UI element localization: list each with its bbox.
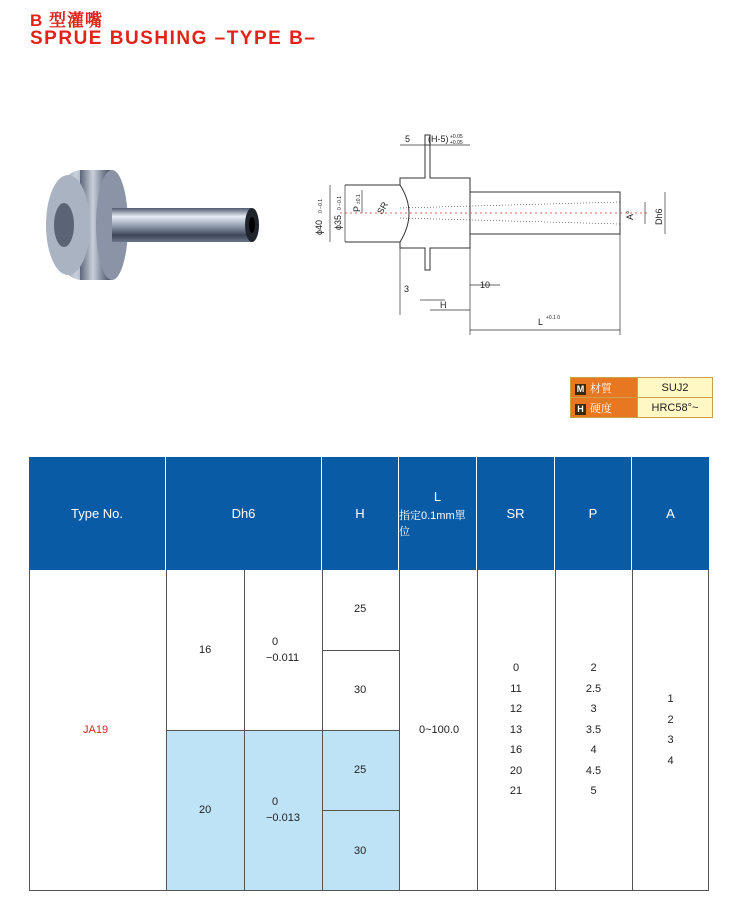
p-value: 3.5 [585, 723, 602, 736]
dim-a: A° [625, 210, 635, 220]
dh6-tol-up-1: 0 [272, 636, 279, 648]
title-cn: B 型灌嘴 [30, 11, 103, 30]
dim-phi35: ϕ35 [333, 214, 343, 230]
hardness-label: H 硬度 [571, 398, 638, 418]
header-type-no: Type No. [29, 457, 166, 570]
dh6-tol-low-1: −0.011 [266, 652, 300, 664]
p-value: 2.5 [585, 682, 602, 695]
a-value: 3 [667, 734, 674, 746]
sr-value: 0 [512, 662, 520, 674]
dim-3: 3 [404, 284, 410, 294]
a-values [632, 689, 709, 771]
material-value: SUJ2 [638, 378, 713, 398]
sr-value: 21 [509, 785, 523, 797]
header-h: H [322, 457, 399, 570]
svg-text:0 −0.1: 0 −0.1 [337, 195, 343, 210]
sr-values [477, 658, 555, 802]
h-value-3: 25 [354, 764, 367, 776]
a-value: 2 [667, 713, 674, 726]
svg-text:0 −0.1: 0 −0.1 [318, 198, 324, 213]
dh6-value-1: 16 [199, 644, 212, 656]
p-value: 2 [590, 662, 597, 674]
type-no-value: JA19 [83, 724, 109, 736]
l-value: 0~100.0 [419, 724, 460, 736]
spec-table [570, 377, 713, 418]
p-value: 3 [590, 703, 597, 715]
dim-l: L [538, 317, 544, 327]
a-value: 4 [667, 754, 674, 767]
svg-text:+0.05: +0.05 [450, 134, 463, 140]
dim-10: 10 [480, 280, 491, 290]
material-label: M 材質 [571, 378, 638, 398]
header-sr: SR [477, 457, 555, 570]
dim-h: H [440, 300, 447, 310]
dim-h5: (H-5) [428, 134, 449, 144]
header-a: A [632, 457, 709, 570]
h-value-2: 30 [354, 684, 367, 696]
dim-dh6: Dh6 [654, 208, 664, 225]
material-tag: M [576, 383, 585, 394]
title-en: SPRUE BUSHING –TYPE B– [30, 28, 317, 49]
p-values [555, 658, 632, 802]
sr-value: 16 [509, 744, 523, 756]
dim-sr: SR [375, 200, 390, 216]
technical-drawing [300, 130, 700, 350]
dh6-tol-low-2: −0.013 [266, 812, 300, 824]
sr-value: 12 [509, 703, 523, 715]
sr-value: 13 [509, 723, 523, 736]
p-value: 4.5 [585, 764, 602, 777]
hardness-value: HRC58°~ [638, 398, 713, 418]
svg-text:±0.1: ±0.1 [356, 194, 362, 204]
dh6-tol-up-2: 0 [272, 796, 279, 808]
header-dh6: Dh6 [166, 457, 322, 570]
p-value: 5 [590, 785, 597, 797]
h-value-4: 30 [354, 845, 367, 857]
sprue-bushing-photo [40, 165, 270, 290]
dim-phi40: ϕ40 [314, 219, 324, 235]
header-l: L 指定0.1mm單位 [399, 457, 477, 570]
spec-grid [29, 457, 709, 891]
p-value: 4 [590, 744, 597, 756]
dim-p: P [352, 205, 362, 212]
dh6-value-2: 20 [199, 804, 212, 816]
hardness-tag: H [575, 404, 586, 415]
sr-value: 20 [509, 764, 523, 777]
h-value-1: 25 [354, 603, 367, 615]
a-value: 1 [667, 693, 674, 705]
dim-5: 5 [405, 134, 411, 144]
sr-value: 11 [510, 682, 522, 695]
svg-text:+0.05: +0.05 [450, 140, 463, 146]
header-p: P [555, 457, 632, 570]
svg-text:+0.1 0: +0.1 0 [546, 315, 561, 321]
